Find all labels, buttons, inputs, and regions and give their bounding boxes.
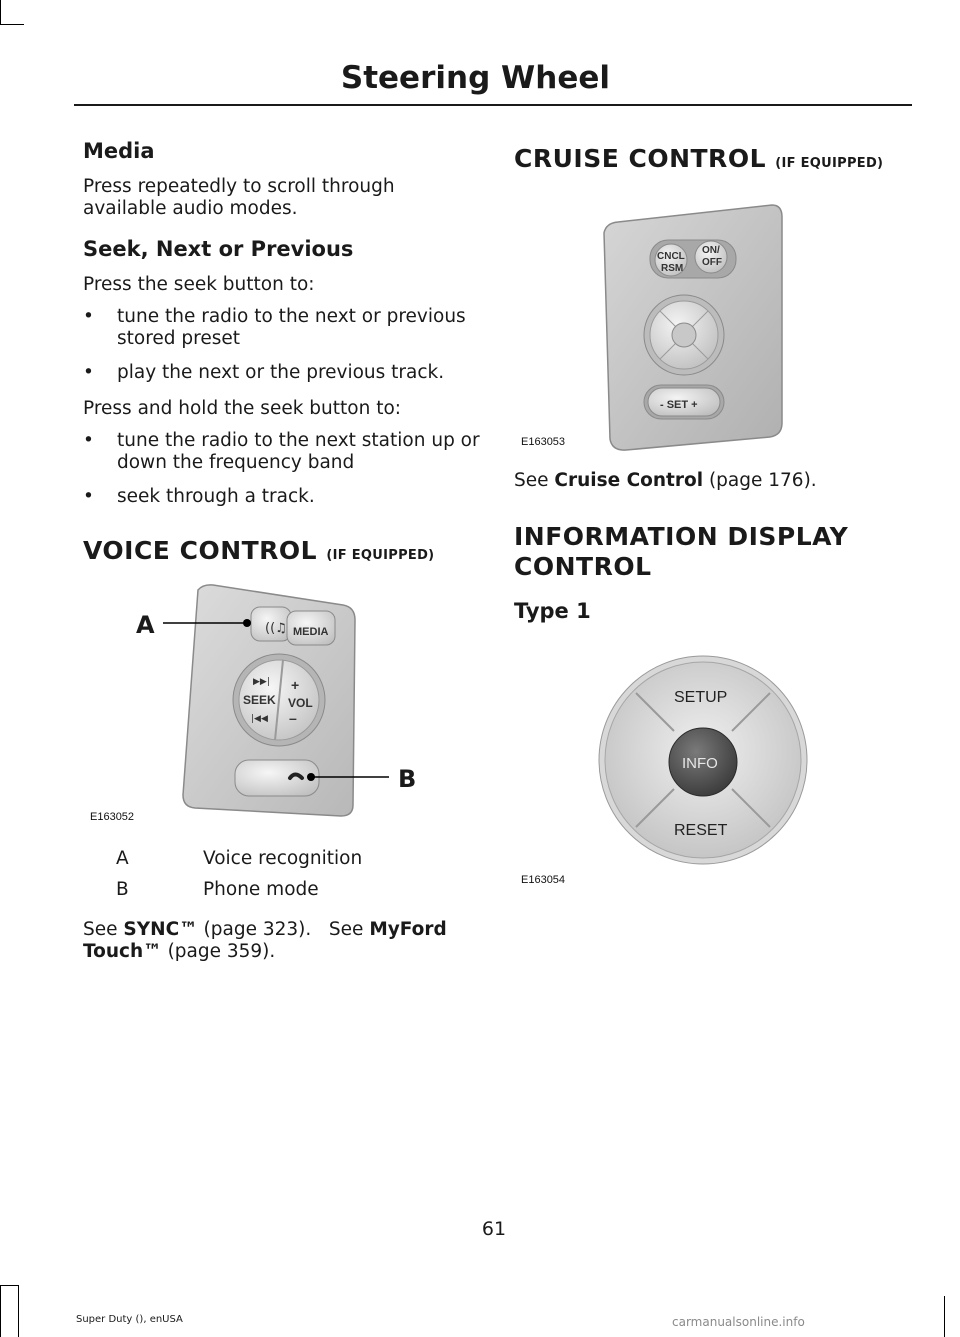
crop-mark (18, 1285, 19, 1337)
voice-control-figure (83, 580, 483, 830)
off-label: OFF (702, 257, 722, 268)
info-display-figure (514, 650, 914, 890)
seek-up-glyph: ▶▶| (253, 677, 270, 687)
cruise-control-link[interactable]: Cruise Control (554, 470, 704, 491)
legend-key: B (116, 879, 129, 900)
crop-mark (0, 1285, 1, 1337)
page-number: 61 (481, 1218, 507, 1240)
vol-plus-label: + (291, 677, 300, 693)
info-heading-line: CONTROL (514, 552, 652, 581)
seek-hold-intro: Press and hold the seek button to: (83, 398, 402, 419)
cruise-control-title: CRUISE CONTROL (514, 144, 766, 173)
voice-control-qualifier: (IF EQUIPPED) (326, 548, 435, 563)
rsm-label: RSM (661, 263, 684, 274)
voice-control-title: VOICE CONTROL (83, 536, 318, 565)
cruise-control-figure (514, 195, 914, 457)
voice-glyph: ((♫ (265, 621, 287, 636)
info-heading-line: INFORMATION DISPLAY (514, 522, 849, 551)
seek-hold-item: • tune the radio to the next station up or down the frequency band (83, 430, 483, 474)
seek-button-label: SEEK (243, 693, 276, 707)
watermark: carmanualsonline.info (672, 1315, 805, 1329)
seek-press-intro: Press the seek button to: (83, 274, 315, 295)
voice-control-heading (83, 536, 483, 567)
voice-legend (83, 848, 483, 963)
crop-mark (0, 0, 1, 24)
seek-press-item: • play the next or the previous track. (83, 362, 483, 384)
cruise-control-heading (514, 144, 914, 175)
crop-mark (944, 1296, 945, 1337)
on-label: ON/ (702, 245, 720, 256)
setup-label: SETUP (674, 689, 728, 706)
media-button-label: MEDIA (293, 626, 329, 638)
left-column (83, 140, 483, 567)
info-label: INFO (682, 755, 718, 772)
cruise-see-reference: See Cruise Control (page 176). (514, 470, 817, 491)
right-column-lower (514, 470, 914, 622)
figure-id: E163053 (521, 436, 566, 448)
seek-hold-item: • seek through a track. (83, 486, 483, 508)
media-text: Press repeatedly to scroll through available audio modes. (83, 176, 395, 219)
seek-down-glyph: |◀◀ (251, 714, 268, 724)
reset-label: RESET (674, 822, 728, 839)
vol-minus-label: – (289, 710, 297, 726)
type-subheading: Type 1 (514, 599, 591, 623)
seek-press-item: • tune the radio to the next or previous stored preset (83, 306, 483, 350)
see-references: See SYNC™ (page 323). See MyFord Touch™ (page 359). (83, 919, 447, 962)
right-column (514, 140, 914, 175)
header-divider (74, 104, 912, 106)
info-display-heading (514, 522, 914, 582)
sync-link[interactable]: SYNC™ (123, 919, 198, 940)
figure-id: E163052 (90, 811, 135, 823)
legend-row (83, 879, 483, 901)
vol-button-label: VOL (288, 696, 313, 710)
legend-row (83, 848, 483, 870)
figure-id: E163054 (521, 874, 566, 886)
callout-b: B (398, 765, 417, 793)
seek-heading: Seek, Next or Previous (83, 237, 354, 261)
set-label: - SET + (660, 399, 698, 411)
crop-mark (0, 1285, 18, 1286)
cruise-control-illustration (514, 195, 914, 457)
crop-mark (0, 24, 24, 25)
callout-a: A (136, 611, 155, 639)
cncl-label: CNCL (657, 251, 685, 262)
legend-value: Voice recognition (203, 848, 363, 869)
book-edition: Super Duty (), enUSA (76, 1314, 183, 1325)
info-display-illustration (514, 650, 914, 890)
legend-value: Phone mode (203, 879, 319, 900)
page-title: Steering Wheel (340, 60, 610, 96)
myford-link[interactable]: MyFord Touch™ (83, 919, 447, 962)
media-heading: Media (83, 139, 155, 163)
cruise-control-qualifier: (IF EQUIPPED) (775, 156, 884, 171)
legend-key: A (116, 848, 129, 869)
